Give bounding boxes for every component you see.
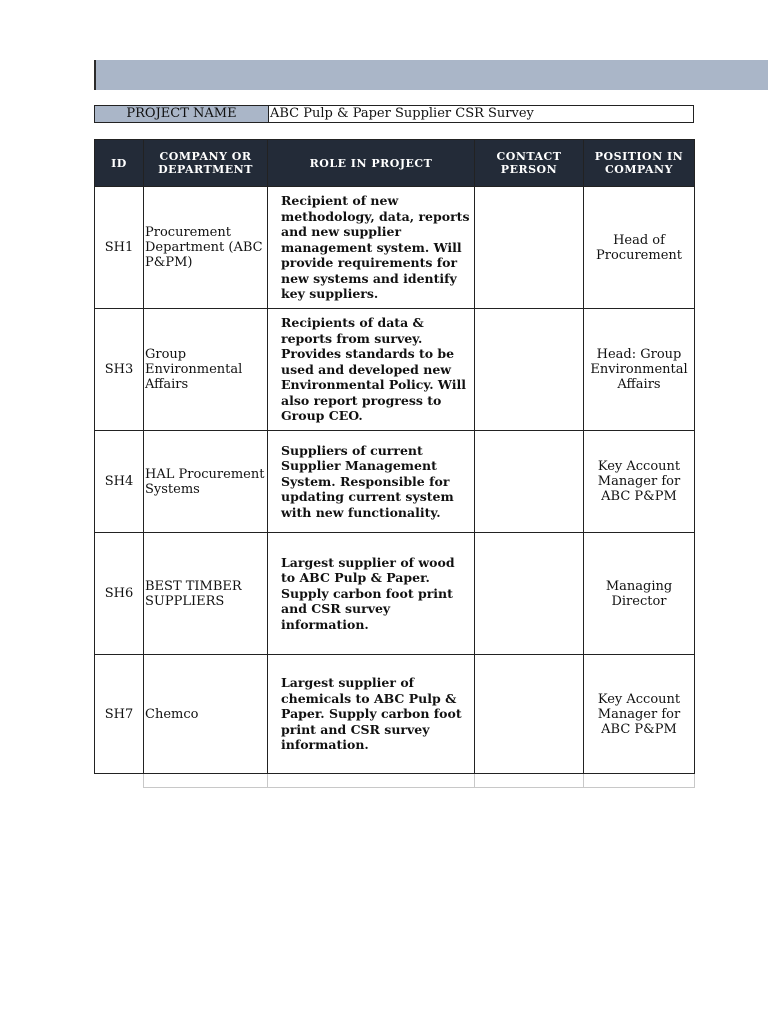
row-role: Suppliers of current Supplier Management System. Responsible for updating current system with new functionality.: [268, 431, 475, 533]
row-position: Head of Procurement: [584, 187, 695, 309]
header-company: COMPANY OR DEPARTMENT: [144, 140, 268, 187]
row-position: Managing Director: [584, 533, 695, 655]
row-role: Recipient of new methodology, data, reports and new supplier management system. Will provide requirements for new systems and identify key suppliers.: [268, 187, 475, 309]
empty-tail-row: [95, 774, 695, 788]
row-company: HAL Procurement Systems: [144, 431, 268, 533]
stakeholder-table: [94, 139, 695, 788]
table-row: [95, 309, 695, 431]
empty-cell: [95, 774, 144, 788]
project-name-row: [94, 105, 694, 123]
row-contact: [475, 187, 584, 309]
header-position: POSITION IN COMPANY: [584, 140, 695, 187]
row-id: SH4: [95, 431, 144, 533]
row-contact: [475, 533, 584, 655]
empty-cell: [268, 774, 475, 788]
project-name-value: ABC Pulp & Paper Supplier CSR Survey: [270, 106, 534, 121]
empty-cell: [584, 774, 695, 788]
row-contact: [475, 655, 584, 774]
table-row: [95, 187, 695, 309]
row-position: Key Account Manager for ABC P&PM: [584, 655, 695, 774]
table-header-row: [95, 140, 695, 187]
row-contact: [475, 431, 584, 533]
empty-cell: [144, 774, 268, 788]
row-company: Group Environmental Affairs: [144, 309, 268, 431]
row-position: Key Account Manager for ABC P&PM: [584, 431, 695, 533]
empty-cell: [475, 774, 584, 788]
row-company: BEST TIMBER SUPPLIERS: [144, 533, 268, 655]
row-position: Head: Group Environmental Affairs: [584, 309, 695, 431]
row-role: Recipients of data & reports from survey. Provides standards to be used and developed new Environmental Policy. Will also report progress to Group CEO.: [268, 309, 475, 431]
row-id: SH7: [95, 655, 144, 774]
row-company: Procurement Department (ABC P&PM): [144, 187, 268, 309]
header-role: ROLE IN PROJECT: [268, 140, 475, 187]
row-role: Largest supplier of chemicals to ABC Pulp & Paper. Supply carbon foot print and CSR survey information.: [268, 655, 475, 774]
table-row: [95, 431, 695, 533]
project-name-label: PROJECT NAME: [95, 106, 269, 122]
header-contact: CONTACT PERSON: [475, 140, 584, 187]
row-id: SH6: [95, 533, 144, 655]
header-band: [94, 60, 768, 90]
table-row: [95, 655, 695, 774]
row-role: Largest supplier of wood to ABC Pulp & Paper. Supply carbon foot print and CSR survey information.: [268, 533, 475, 655]
table-row: [95, 533, 695, 655]
header-id: ID: [95, 140, 144, 187]
row-contact: [475, 309, 584, 431]
row-company: Chemco: [144, 655, 268, 774]
row-id: SH1: [95, 187, 144, 309]
row-id: SH3: [95, 309, 144, 431]
